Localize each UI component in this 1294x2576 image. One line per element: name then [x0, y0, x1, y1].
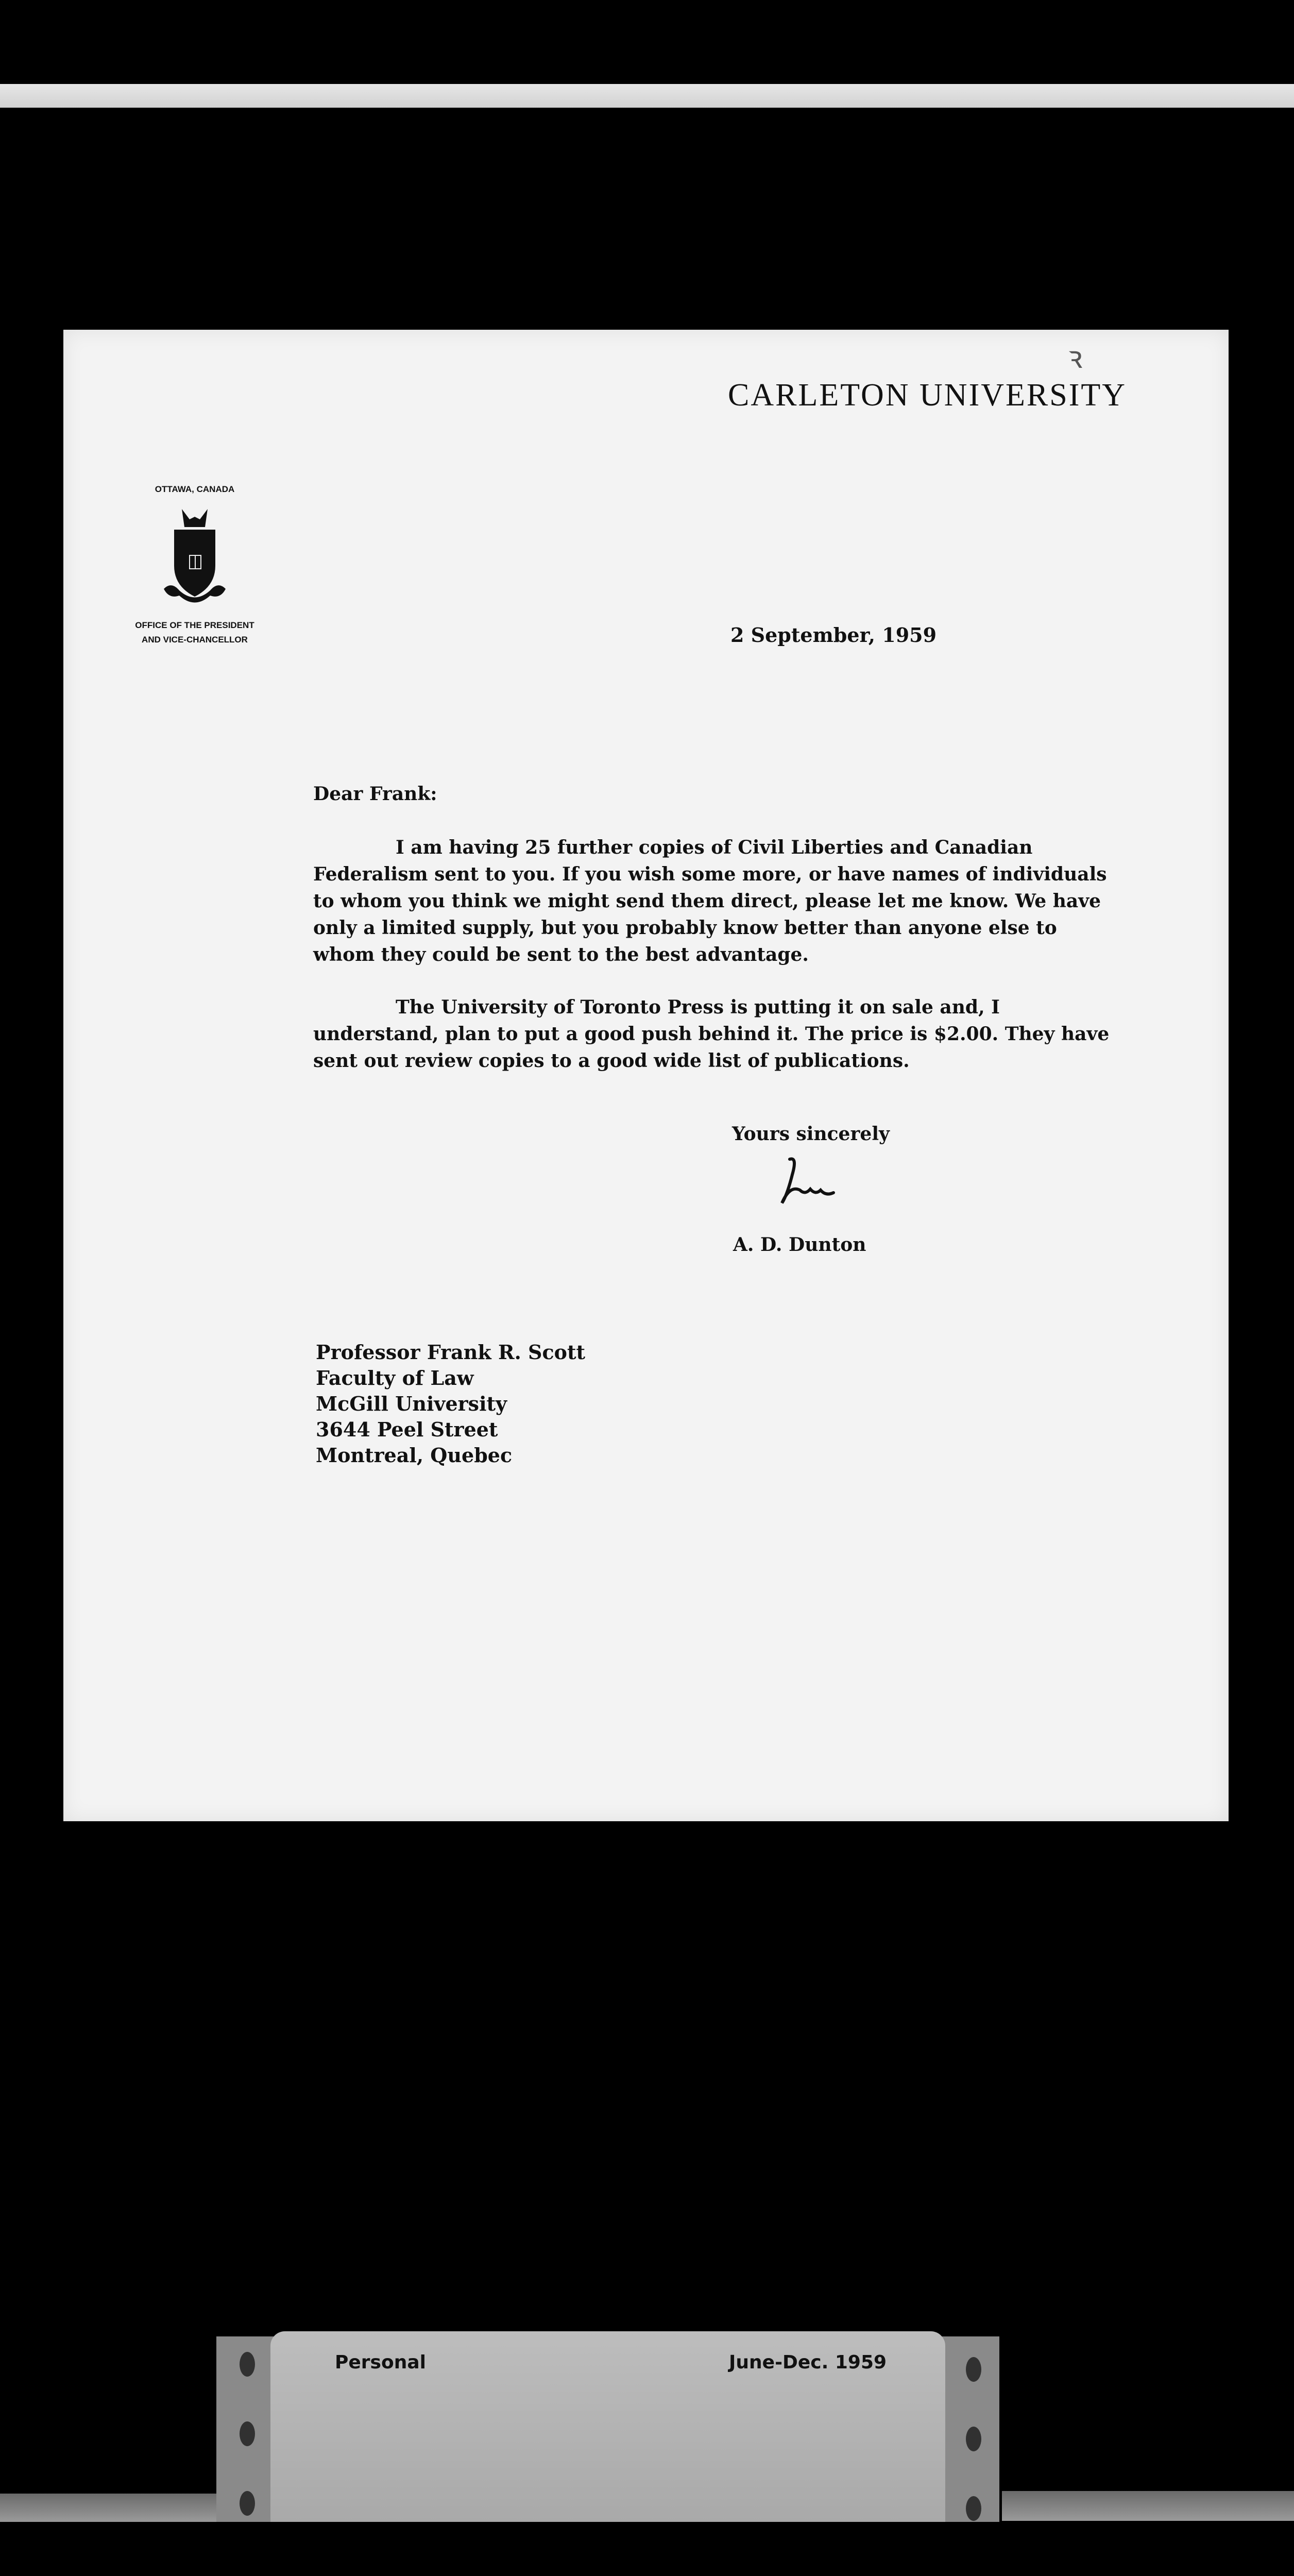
handwritten-signature-icon [769, 1154, 867, 1211]
address-line: Montreal, Quebec [316, 1444, 513, 1467]
punch-hole [966, 2357, 981, 2382]
signer-name: A. D. Dunton [733, 1234, 866, 1256]
file-category-label: Personal [335, 2352, 426, 2373]
punch-hole [240, 2491, 255, 2516]
office-line-1: OFFICE OF THE PRESIDENT [135, 620, 254, 630]
university-crest-icon [161, 504, 228, 607]
punch-hole [240, 2352, 255, 2377]
film-strip-right [1002, 2491, 1294, 2521]
file-date-range-label: June-Dec. 1959 [729, 2352, 887, 2373]
letter-body [313, 781, 1112, 1100]
address-line: Faculty of Law [316, 1366, 474, 1389]
punch-hole [966, 2496, 981, 2521]
letterhead-left [120, 484, 269, 647]
address-line: McGill University [316, 1392, 507, 1415]
letterhead-city: OTTAWA, CANADA [155, 484, 235, 494]
address-line: Professor Frank R. Scott [316, 1341, 586, 1364]
microfilm-top-strip [0, 84, 1294, 108]
office-line-2: AND VICE-CHANCELLOR [142, 635, 248, 645]
page-mark: ꝛ [1068, 340, 1083, 376]
punch-hole [966, 2427, 981, 2451]
salutation: Dear Frank: [313, 783, 437, 805]
body-paragraph-2: The University of Toronto Press is putting it on sale and, I understand, plan to put a good push behind it. The price is $2.00. They have sent out review copies to a good wide list of publications. [313, 996, 1110, 1072]
recipient-address [316, 1340, 585, 1468]
file-tab-card [270, 2331, 945, 2522]
letter-date: 2 September, 1959 [730, 623, 937, 647]
closing: Yours sincerely [732, 1123, 890, 1145]
film-strip-left [0, 2494, 216, 2522]
address-line: 3644 Peel Street [316, 1418, 498, 1441]
body-paragraph-1: I am having 25 further copies of Civil Liberties and Canadian Federalism sent to you. If you wish some more, or have names of individuals to whom you think we might send them direct, please let me know. We have only a limited supply, but you probably know better than anyone else to whom they could be sent to the best advantage. [313, 837, 1107, 965]
letter-page [63, 330, 1229, 1821]
punch-hole [240, 2421, 255, 2446]
university-name: CARLETON UNIVERSITY [728, 378, 1127, 413]
